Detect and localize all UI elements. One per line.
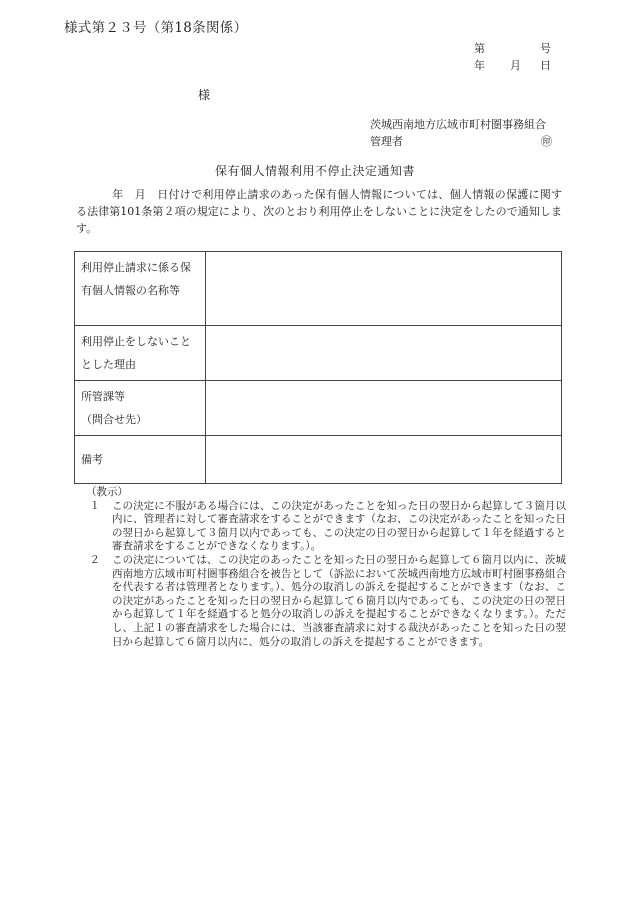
sender-block [370,116,552,150]
note-text: この決定に不服がある場合には、この決定があったことを知った日の翌日から起算して３箇月以内に、管理者に対して審査請求をすることができます（なお、この決定があったことを知った日の翌日から起算して３箇月以内であっても、この決定の日の翌日から起算して１年を経過すると審査請求をすることができなくなります。）。 [112,499,566,553]
notes-section [76,486,566,649]
sender-role: 管理者 [370,135,403,148]
note-item [76,554,566,649]
issue-number-label: 第 [474,42,485,55]
date-year: 年 [474,59,485,72]
addressee-honorific: 様 [198,88,211,102]
issue-number-suffix: 号 [540,42,551,55]
date-month: 月 [510,59,521,72]
form-number: 様式第２３号（第18条関係） [64,20,248,36]
note-item [76,500,566,554]
note-number: １ [89,499,100,512]
note-number: ２ [89,553,100,566]
table-row [75,326,562,381]
note-text: この決定については、この決定のあったことを知った日の翌日から起算して６箇月以内に、茨城西南地方広域市町村圏事務組合を被告として（訴訟において茨城西南地方広域市町村圏事務組合を代表する者は管理者となります。）、処分の取消しの訴えを提起することができます（なお、この決定があったことを知った日の翌日から起算して６箇月以内であっても、この決定の日の翌日から起算して１年を経過すると処分の取消しの訴えを提起することができなくなります。）。ただし、上記１の審査請求をした場合には、当該審査請求に対する裁決があったことを知った日の翌日から起算して６箇月以内に、処分の取消しの訴えを提起することができます。 [112,553,566,648]
table-row [75,381,562,436]
row-label-department: 所管課等 （問合せ先） [75,381,206,436]
row-label-remarks: 備考 [75,436,206,484]
issue-number-row [474,40,551,57]
body-paragraph [76,186,562,237]
date-day: 日 [540,59,551,72]
row-label-reason: 利用停止をしないこととした理由 [75,326,206,381]
row-label-name: 利用停止請求に係る保有個人情報の名称等 [75,252,206,326]
row-value-department[interactable] [206,381,562,436]
seal-icon: ㊞ [541,135,552,148]
body-text: 年 月 日付けで利用停止請求のあった保有個人情報については、個人情報の保護に関する法律第101条第２項の規定により、次のとおり利用停止をしないことに決定をしたので通知します。 [76,188,562,235]
row-value-name[interactable] [206,252,562,326]
row-value-reason[interactable] [206,326,562,381]
document-title: 保有個人情報利用不停止決定通知書 [214,164,415,178]
table-row [75,436,562,484]
issue-date-row [474,57,551,74]
table-row [75,252,562,326]
info-table [74,251,562,484]
notes-heading: （教示） [86,486,128,498]
sender-manager-row [370,133,552,150]
issue-info [474,40,551,74]
sender-organization: 茨城西南地方広域市町村圏事務組合 [370,118,546,131]
row-value-remarks[interactable] [206,436,562,484]
